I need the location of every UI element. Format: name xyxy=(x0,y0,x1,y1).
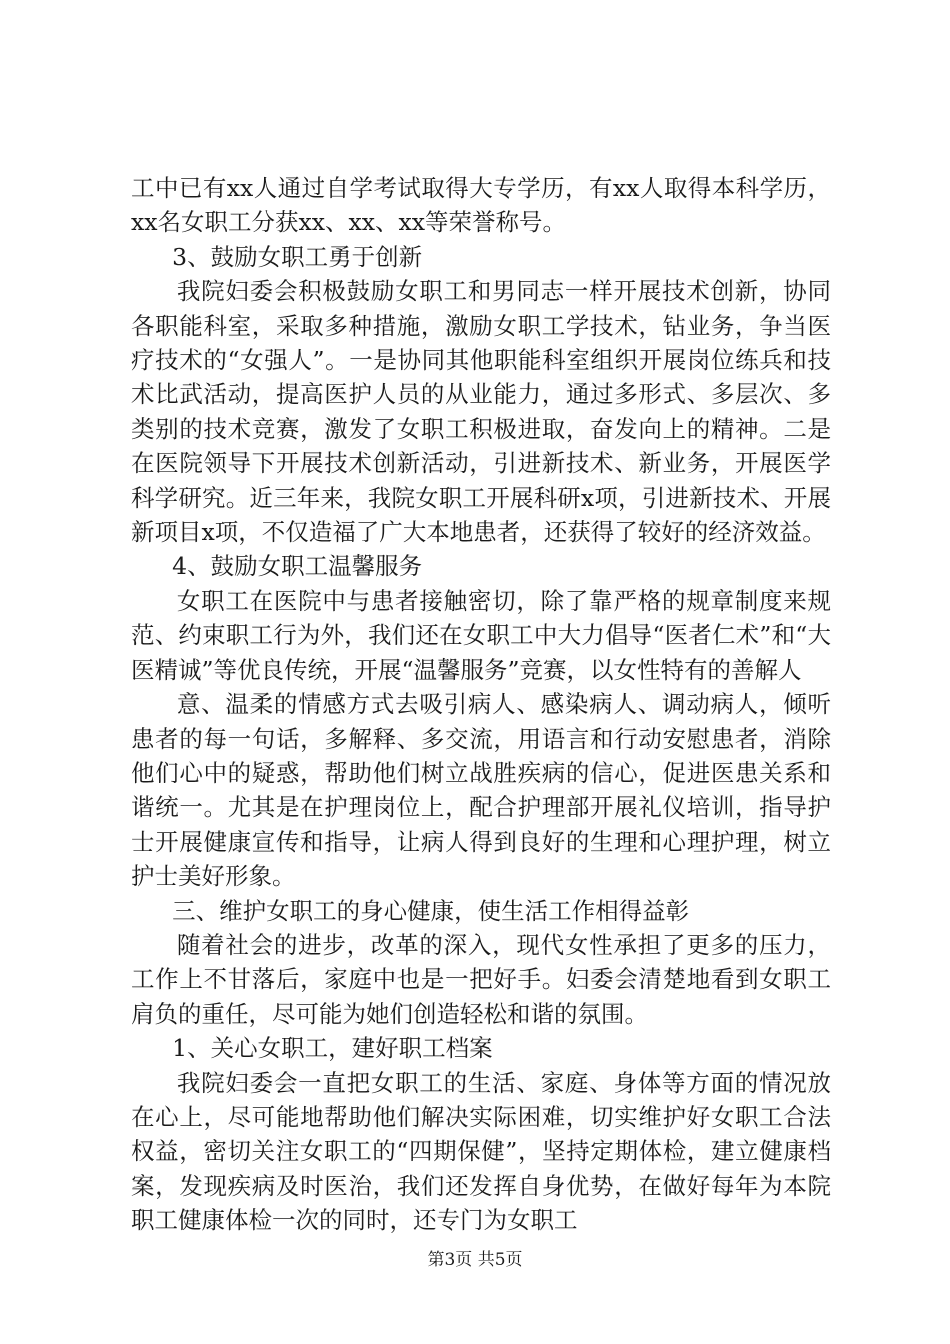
paragraph-warm-service: 女职工在医院中与患者接触密切，除了靠严格的规章制度来规范、约束职工行为外，我们还在女职工中大力倡导“医者仁术”和“大医精诚”等优良传统，开展“温馨服务”竞赛，以女性特有的善解人 xyxy=(131,586,831,684)
paragraph-warm-service-continued: 意、温柔的情感方式去吸引病人、感染病人、调动病人，倾听患者的每一句话，多解释、多交流，用语言和行动安慰患者，消除他们心中的疑惑，帮助他们树立战胜疾病的信心，促进医患关系和谐统一。尤其是在护理岗位上，配合护理部开展礼仪培训，指导护士开展健康宣传和指导，让病人得到良好的生理和心理护理，树立护士美好形象。 xyxy=(131,690,831,891)
section-heading-encourage-innovation: 3、鼓励女职工勇于创新 xyxy=(172,242,423,271)
page-number-footer: 第3页 共5页 xyxy=(427,1250,523,1270)
paragraph-health: 随着社会的进步，改革的深入，现代女性承担了更多的压力，工作上不甘落后，家庭中也是一把好手。妇委会清楚地看到女职工肩负的重任，尽可能为她们创造轻松和谐的氛围。 xyxy=(131,930,831,1028)
paragraph-care-records: 我院妇委会一直把女职工的生活、家庭、身体等方面的情况放在心上，尽可能地帮助他们解决实际困难，切实维护好女职工合法权益，密切关注女职工的“四期保健”，坚持定期体检，建立健康档案，发现疾病及时医治，我们还发挥自身优势，在做好每年为本院职工健康体检一次的同时，还专门为女职工 xyxy=(131,1068,831,1235)
section-heading-warm-service: 4、鼓励女职工温馨服务 xyxy=(172,552,423,581)
paragraph-innovation: 我院妇委会积极鼓励女职工和男同志一样开展技术创新，协同各职能科室，采取多种措施，激励女职工学技术，钻业务，争当医疗技术的“女强人”。一是协同其他职能科室组织开展岗位练兵和技术比武活动，提高医护人员的从业能力，通过多形式、多层次、多类别的技术竞赛，激发了女职工积极进取，奋发向上的精神。二是在医院领导下开展技术创新活动，引进新技术、新业务，开展医学科学研究。近三年来，我院女职工开展科研x项，引进新技术、开展新项目x项，不仅造福了广大本地患者，还获得了较好的经济效益。 xyxy=(131,277,831,547)
section-heading-health: 三、维护女职工的身心健康，使生活工作相得益彰 xyxy=(172,896,690,925)
document-body xyxy=(131,171,831,1238)
section-heading-care-records: 1、关心女职工，建好职工档案 xyxy=(172,1034,493,1063)
paragraph-continuation: 工中已有xx人通过自学考试取得大专学历，有xx人取得本科学历，xx名女职工分获xx、xx、xx等荣誉称号。 xyxy=(131,174,831,237)
